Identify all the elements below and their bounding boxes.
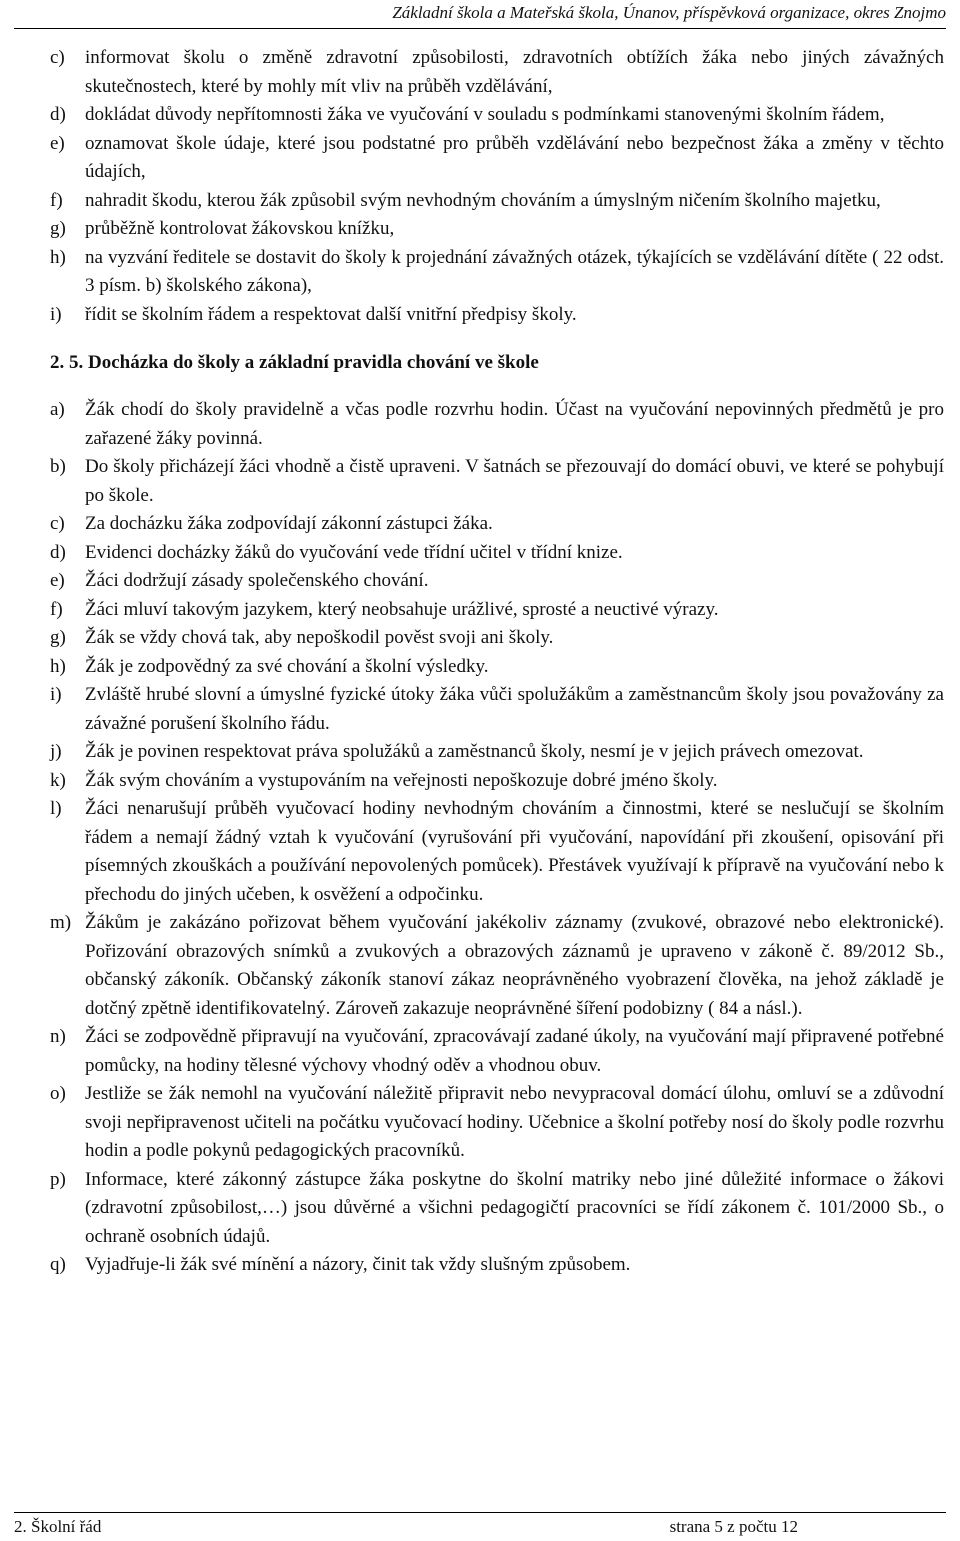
list-item-label: g) — [50, 218, 66, 239]
header-text: Základní škola a Mateřská škola, Únanov, příspěvková organizace, okres Znojmo — [392, 3, 946, 22]
list-item-label: h) — [50, 655, 66, 677]
list-item-label: d) — [50, 104, 66, 125]
list-item-text: Žák svým chováním a vystupováním na veřejnosti nepoškozuje dobré jméno školy. — [85, 769, 718, 791]
list-item-text: průběžně kontrolovat žákovskou knížku, — [85, 218, 395, 239]
list-item-label: e) — [50, 570, 65, 591]
obligations-list — [0, 44, 960, 329]
list-item — [0, 1251, 960, 1280]
list-item-label: i) — [50, 303, 62, 325]
page-content — [0, 44, 960, 1280]
page-footer — [14, 1512, 946, 1536]
list-item-text: Žák se vždy chová tak, aby nepoškodil pověst svoji ani školy. — [85, 627, 554, 648]
section-heading: 2. 5. Docházka do školy a základní pravidla chování ve škole — [50, 352, 539, 373]
list-item — [0, 187, 960, 216]
list-item — [0, 567, 960, 596]
list-item-text: oznamovat škole údaje, které jsou podstatné pro průběh vzdělávání nebo bezpečnost žáka a změny v těchto údajích, — [85, 132, 944, 182]
list-item-label: l) — [50, 798, 62, 819]
list-item-text: Žákům je zakázáno pořizovat během vyučování jakékoliv záznamy (zvukové, obrazové nebo elektronické). Pořizování obrazových snímků a zvukových a obrazových záznamů je upraveno v zákoně č. 89/2012 Sb., občanský zákoník. Občanský zákoník stanoví zákaz neoprávněného vyobrazení člověka, na jehož základě je dotčný zpětně identifikovatelný. Zároveň zakazuje neoprávněné šíření podobizny ( 84 a násl.). — [85, 912, 944, 1019]
list-item — [0, 301, 960, 330]
list-item-label: m) — [50, 912, 72, 933]
list-item — [0, 681, 960, 738]
list-item — [0, 1080, 960, 1166]
list-item — [0, 596, 960, 625]
list-item-label: e) — [50, 132, 65, 154]
list-item-label: q) — [50, 1254, 66, 1275]
list-item-label: g) — [50, 627, 66, 648]
list-item — [0, 767, 960, 796]
list-item-label: k) — [50, 769, 66, 791]
list-item-text: Žáci dodržují zásady společenského chování. — [85, 570, 429, 591]
list-item-label: a) — [50, 399, 65, 420]
list-item-label: n) — [50, 1026, 66, 1047]
list-item-text: Evidenci docházky žáků do vyučování vede třídní učitel v třídní knize. — [85, 541, 623, 563]
list-item-text: na vyzvání ředitele se dostavit do školy k projednání závažných otázek, týkajících se vzdělávání dítěte ( 22 odst. 3 písm. b) školského zákona), — [85, 246, 944, 296]
page-header — [14, 0, 946, 29]
list-item-label: b) — [50, 456, 66, 477]
list-item-text: Žáci mluví takovým jazykem, který neobsahuje urážlivé, sprosté a neuctivé výrazy. — [85, 598, 719, 620]
list-item-label: f) — [50, 189, 63, 211]
footer-document-title: 2. Školní řád — [14, 1517, 102, 1536]
list-item-label: h) — [50, 246, 66, 268]
list-item — [0, 539, 960, 568]
list-item-text: Žáci se zodpovědně připravují na vyučování, zpracovávají zadané úkoly, na vyučování mají připravené potřebné pomůcky, na hodiny tělesné výchovy vhodný oděv a vhodnou obuv. — [85, 1026, 944, 1076]
list-item-text: nahradit škodu, kterou žák způsobil svým nevhodným chováním a úmyslným ničením školního majetku, — [85, 189, 881, 211]
list-item-text: Informace, které zákonný zástupce žáka poskytne do školní matriky nebo jiné důležité informace o žákovi (zdravotní způsobilost,…) jsou důvěrné a všichni pedagogičtí pracovníci se řídí zákonem č. 101/2000 Sb., o ochraně osobních údajů. — [85, 1168, 944, 1247]
list-item-text: Jestliže se žák nemohl na vyučování náležitě připravit nebo nevypracoval domácí úlohu, omluví se a zdůvodní svoji nepřipravenost učiteli na počátku vyučovací hodiny. Učebnice a školní potřeby nosí do školy podle rozvrhu hodin a podle pokynů pedagogických pracovníků. — [85, 1083, 944, 1161]
list-item-label: f) — [50, 598, 63, 620]
attendance-rules-list — [0, 396, 960, 1280]
list-item — [0, 396, 960, 453]
list-item-label: j) — [50, 741, 62, 762]
list-item-text: Vyjadřuje-li žák své mínění a názory, činit tak vždy slušným způsobem. — [85, 1254, 631, 1275]
list-item — [0, 510, 960, 539]
list-item — [0, 795, 960, 909]
list-item-text: Žák je zodpovědný za své chování a školní výsledky. — [85, 655, 489, 677]
footer-page-number: strana 5 z počtu 12 — [669, 1517, 798, 1536]
list-item-text: Žák je povinen respektovat práva spolužáků a zaměstnanců školy, nesmí je v jejich právech omezovat. — [85, 741, 864, 762]
list-item — [0, 1166, 960, 1252]
list-item-label: p) — [50, 1168, 66, 1190]
list-item-text: Zvláště hrubé slovní a úmyslné fyzické útoky žáka vůči spolužákům a zaměstnancům školy jsou považovány za závažné porušení školního řádu. — [85, 684, 944, 734]
list-item — [0, 624, 960, 653]
list-item-text: Žák chodí do školy pravidelně a včas podle rozvrhu hodin. Účast na vyučování nepovinných předmětů je pro zařazené žáky povinná. — [85, 399, 944, 449]
list-item — [0, 909, 960, 1023]
list-item-text: Za docházku žáka zodpovídají zákonní zástupci žáka. — [85, 513, 493, 534]
list-item-text: Do školy přicházejí žáci vhodně a čistě upraveni. V šatnách se přezouvají do domácí obuvi, ve které se pohybují po škole. — [85, 456, 944, 506]
list-item — [0, 101, 960, 130]
list-item-text: dokládat důvody nepřítomnosti žáka ve vyučování v souladu s podmínkami stanovenými školním řádem, — [85, 104, 885, 125]
list-item — [0, 738, 960, 767]
list-item — [0, 130, 960, 187]
list-item — [0, 244, 960, 301]
list-item-text: řídit se školním řádem a respektovat další vnitřní předpisy školy. — [85, 303, 577, 325]
list-item — [0, 215, 960, 244]
list-item-label: d) — [50, 541, 66, 563]
list-item — [0, 653, 960, 682]
list-item-label: i) — [50, 684, 62, 705]
list-item — [0, 44, 960, 101]
list-item-text: Žáci nenarušují průběh vyučovací hodiny nevhodným chováním a činnostmi, které se neslučují se školním řádem a nemají žádný vztah k vyučování (vyrušování při vyučování, napovídání při zkoušení, opisování při písemných zkouškách a používání nepovolených pomůcek). Přestávek využívají k přípravě na vyučování nebo k přechodu do jiných učeben, k osvěžení a odpočinku. — [85, 798, 944, 905]
list-item-label: o) — [50, 1083, 66, 1104]
list-item-label: c) — [50, 47, 65, 68]
list-item — [0, 453, 960, 510]
list-item-text: informovat školu o změně zdravotní způsobilosti, zdravotních obtížích žáka nebo jiných závažných skutečnostech, které by mohly mít vliv na průběh vzdělávání, — [85, 47, 944, 97]
list-item-label: c) — [50, 513, 65, 534]
list-item — [0, 1023, 960, 1080]
